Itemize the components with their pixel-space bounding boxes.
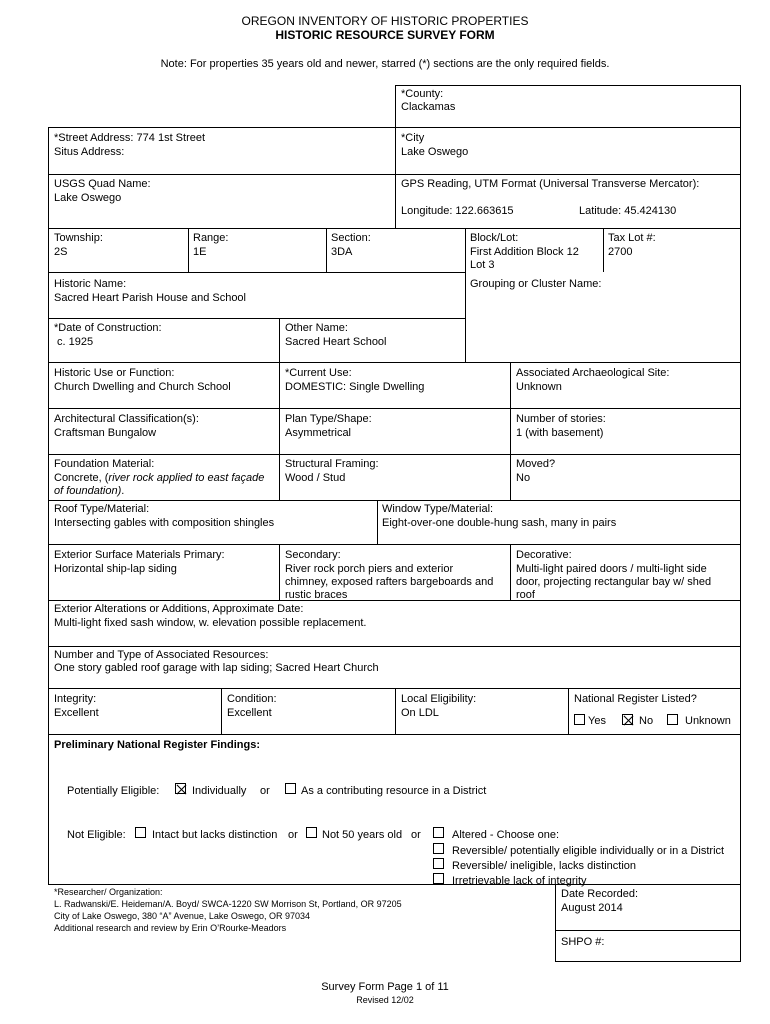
right-border — [740, 85, 741, 961]
not-50-checkbox[interactable] — [306, 827, 317, 838]
row-line — [48, 646, 741, 647]
or-text-2: or — [288, 829, 298, 841]
nr-unknown-checkbox[interactable] — [667, 714, 678, 725]
row-line — [48, 500, 741, 501]
township-label: Township: — [54, 232, 103, 244]
gps-label: GPS Reading, UTM Format (Universal Transverse Mercator): — [401, 178, 700, 190]
findings-title: Preliminary National Register Findings: — [54, 739, 260, 751]
date-recorded-value[interactable]: August 2014 — [561, 902, 623, 914]
row-line — [48, 228, 741, 229]
block-lot-value-line2[interactable]: Lot 3 — [470, 259, 495, 271]
section-label: Section: — [331, 232, 371, 244]
col-line — [510, 544, 511, 600]
foundation-value-suffix: . — [121, 485, 125, 497]
roof-value[interactable]: Intersecting gables with composition shingles — [54, 517, 275, 529]
window-value[interactable]: Eight-over-one double-hung sash, many in pairs — [382, 517, 617, 529]
foundation-value-prefix: Concrete, ( — [54, 472, 109, 484]
row-line — [48, 318, 466, 319]
nr-no-label: No — [639, 715, 654, 727]
col-line — [465, 228, 466, 362]
block-lot-label: Block/Lot: — [470, 232, 519, 244]
county-top-border — [395, 85, 741, 86]
other-name-label: Other Name: — [285, 322, 348, 334]
city-label: *City — [401, 132, 425, 144]
county-label: *County: — [401, 88, 444, 100]
footer-page-number: Survey Form Page 1 of 11 — [321, 981, 449, 993]
county-left-border — [395, 85, 396, 127]
historic-use-label: Historic Use or Function: — [54, 367, 175, 379]
or-text-1: or — [260, 785, 270, 797]
plan-type-label: Plan Type/Shape: — [285, 413, 372, 425]
col-line — [510, 362, 511, 500]
col-line — [568, 688, 569, 734]
usgs-quad-value[interactable]: Lake Oswego — [54, 192, 122, 204]
col-line — [603, 228, 604, 272]
city-value[interactable]: Lake Oswego — [401, 146, 469, 158]
researcher-label: *Researcher/ Organization: — [54, 887, 163, 897]
col-line — [395, 688, 396, 734]
intact-label: Intact but lacks distinction — [152, 829, 278, 841]
row-line — [555, 930, 741, 931]
alterations-label: Exterior Alterations or Additions, Approximate Date: — [54, 603, 304, 615]
exterior-secondary-label: Secondary: — [285, 549, 341, 561]
historic-name-value[interactable]: Sacred Heart Parish House and School — [54, 292, 246, 304]
row-line — [48, 600, 741, 601]
not-50-label: Not 50 years old — [322, 829, 403, 841]
row-line — [48, 362, 741, 363]
col-line — [279, 544, 280, 600]
decorative-line2[interactable]: door, projecting rectangular bay w/ shed — [516, 576, 712, 588]
row-line — [48, 544, 741, 545]
col-line — [555, 884, 556, 961]
col-line — [188, 228, 189, 272]
moved-label: Moved? — [516, 458, 556, 470]
associated-value[interactable]: One story gabled roof garage with lap siding; Sacred Heart Church — [54, 662, 379, 674]
integrity-value[interactable]: Excellent — [54, 707, 99, 719]
arch-class-label: Architectural Classification(s): — [54, 413, 199, 425]
form-note: Note: For properties 35 years old and newer, starred (*) sections are the only required fields. — [160, 58, 610, 70]
researcher-line2[interactable]: City of Lake Oswego, 380 “A” Avenue, Lake Oswego, OR 97034 — [54, 911, 310, 921]
current-use-label: *Current Use: — [285, 367, 352, 379]
county-value[interactable]: Clackamas — [401, 101, 456, 113]
col-line — [221, 688, 222, 734]
moved-value[interactable]: No — [516, 472, 531, 484]
date-construction-value[interactable]: c. 1925 — [54, 336, 94, 348]
altered-checkbox[interactable] — [433, 827, 444, 838]
usgs-quad-label: USGS Quad Name: — [54, 178, 151, 190]
date-construction-label: *Date of Construction: — [54, 322, 162, 334]
section-value[interactable]: 3DA — [331, 246, 353, 258]
irretrievable-label: Irretrievable lack of integrity — [452, 875, 587, 887]
intact-checkbox[interactable] — [135, 827, 146, 838]
individually-checkbox[interactable] — [175, 783, 186, 794]
framing-value[interactable]: Wood / Stud — [285, 472, 346, 484]
decorative-label: Decorative: — [516, 549, 572, 561]
col-line — [377, 500, 378, 544]
nr-yes-checkbox[interactable] — [574, 714, 585, 725]
irretrievable-checkbox[interactable] — [433, 873, 444, 884]
reversible-ineligible-checkbox[interactable] — [433, 858, 444, 869]
tax-lot-value[interactable]: 2700 — [608, 246, 633, 258]
alterations-value[interactable]: Multi-light fixed sash window, w. elevation possible replacement. — [54, 617, 367, 629]
exterior-secondary-line1[interactable]: River rock porch piers and exterior — [285, 563, 454, 575]
stories-value[interactable]: 1 (with basement) — [516, 427, 604, 439]
arch-class-value[interactable]: Craftsman Bungalow — [54, 427, 157, 439]
gps-longitude[interactable]: Longitude: 122.663615 — [401, 205, 514, 217]
row-line — [48, 884, 741, 885]
reversible-potential-checkbox[interactable] — [433, 843, 444, 854]
window-label: Window Type/Material: — [382, 503, 494, 515]
stories-label: Number of stories: — [516, 413, 606, 425]
arch-site-value[interactable]: Unknown — [516, 381, 562, 393]
local-eligibility-value[interactable]: On LDL — [401, 707, 439, 719]
row-line — [48, 454, 741, 455]
nr-no-checkbox[interactable] — [622, 714, 633, 725]
situs-address-label[interactable]: Situs Address: — [54, 146, 125, 158]
date-recorded-label: Date Recorded: — [561, 888, 639, 900]
foundation-value-italic2: of foundation) — [54, 485, 122, 497]
condition-value[interactable]: Excellent — [227, 707, 272, 719]
shpo-label[interactable]: SHPO #: — [561, 936, 605, 948]
row-line — [48, 272, 466, 273]
row-line — [48, 408, 741, 409]
foundation-value-italic1: river rock applied to east façade — [108, 472, 265, 484]
altered-label: Altered - Choose one: — [452, 829, 560, 841]
nr-yes-label: Yes — [588, 715, 606, 727]
integrity-label: Integrity: — [54, 693, 97, 705]
col-line — [395, 127, 396, 228]
exterior-primary-value[interactable]: Horizontal ship-lap siding — [54, 563, 177, 575]
reversible-ineligible-label: Reversible/ ineligible, lacks distinction — [452, 860, 637, 872]
contributing-label: As a contributing resource in a District — [301, 785, 487, 797]
current-use-value[interactable]: DOMESTIC: Single Dwelling — [285, 381, 425, 393]
exterior-secondary-line3[interactable]: rustic braces — [285, 589, 348, 601]
form-title: HISTORIC RESOURCE SURVEY FORM — [275, 28, 495, 42]
foundation-label: Foundation Material: — [54, 458, 155, 470]
condition-label: Condition: — [227, 693, 277, 705]
left-border — [48, 127, 49, 885]
col-line — [326, 228, 327, 272]
range-label: Range: — [193, 232, 229, 244]
tax-lot-label: Tax Lot #: — [608, 232, 656, 244]
researcher-line1[interactable]: L. Radwanski/E. Heideman/A. Boyd/ SWCA-1220 SW Morrison St, Portland, OR 97205 — [54, 899, 402, 909]
block-lot-value-line1[interactable]: First Addition Block 12 — [470, 246, 579, 258]
row-line — [48, 734, 741, 735]
gps-latitude[interactable]: Latitude: 45.424130 — [579, 205, 677, 217]
foundation-value-line1[interactable] — [54, 472, 264, 485]
reversible-potential-label: Reversible/ potentially eligible individually or in a District — [452, 845, 725, 857]
exterior-secondary-line2[interactable]: chimney, exposed rafters bargeboards and — [285, 576, 494, 588]
national-register-label: National Register Listed? — [574, 693, 697, 705]
or-text-3: or — [411, 829, 421, 841]
plan-type-value[interactable]: Asymmetrical — [285, 427, 352, 439]
street-address-label[interactable]: *Street Address: 774 1st Street — [54, 132, 206, 144]
township-value[interactable]: 2S — [54, 246, 68, 258]
not-eligible-label: Not Eligible: — [67, 829, 126, 841]
foundation-value-line2[interactable] — [54, 485, 124, 498]
decorative-line1[interactable]: Multi-light paired doors / multi-light side — [516, 563, 707, 575]
arch-site-label: Associated Archaeological Site: — [516, 367, 670, 379]
framing-label: Structural Framing: — [285, 458, 379, 470]
footer-revised: Revised 12/02 — [356, 995, 414, 1005]
associated-label: Number and Type of Associated Resources: — [54, 649, 269, 661]
contributing-checkbox[interactable] — [285, 783, 296, 794]
form-agency-title: OREGON INVENTORY OF HISTORIC PROPERTIES — [241, 14, 529, 28]
historic-name-label: Historic Name: — [54, 278, 127, 290]
researcher-line3[interactable]: Additional research and review by Erin O’Rourke-Meadors — [54, 923, 287, 933]
decorative-line3[interactable]: roof — [516, 589, 535, 601]
local-eligibility-label: Local Eligibility: — [401, 693, 477, 705]
row-line — [555, 961, 741, 962]
other-name-value[interactable]: Sacred Heart School — [285, 336, 387, 348]
roof-label: Roof Type/Material: — [54, 503, 150, 515]
col-line — [279, 318, 280, 500]
historic-use-value[interactable]: Church Dwelling and Church School — [54, 381, 231, 393]
individually-label: Individually — [192, 785, 247, 797]
nr-unknown-label: Unknown — [685, 715, 731, 727]
range-value[interactable]: 1E — [193, 246, 207, 258]
grouping-label: Grouping or Cluster Name: — [470, 278, 602, 290]
potentially-eligible-label: Potentially Eligible: — [67, 785, 160, 797]
exterior-primary-label: Exterior Surface Materials Primary: — [54, 549, 225, 561]
